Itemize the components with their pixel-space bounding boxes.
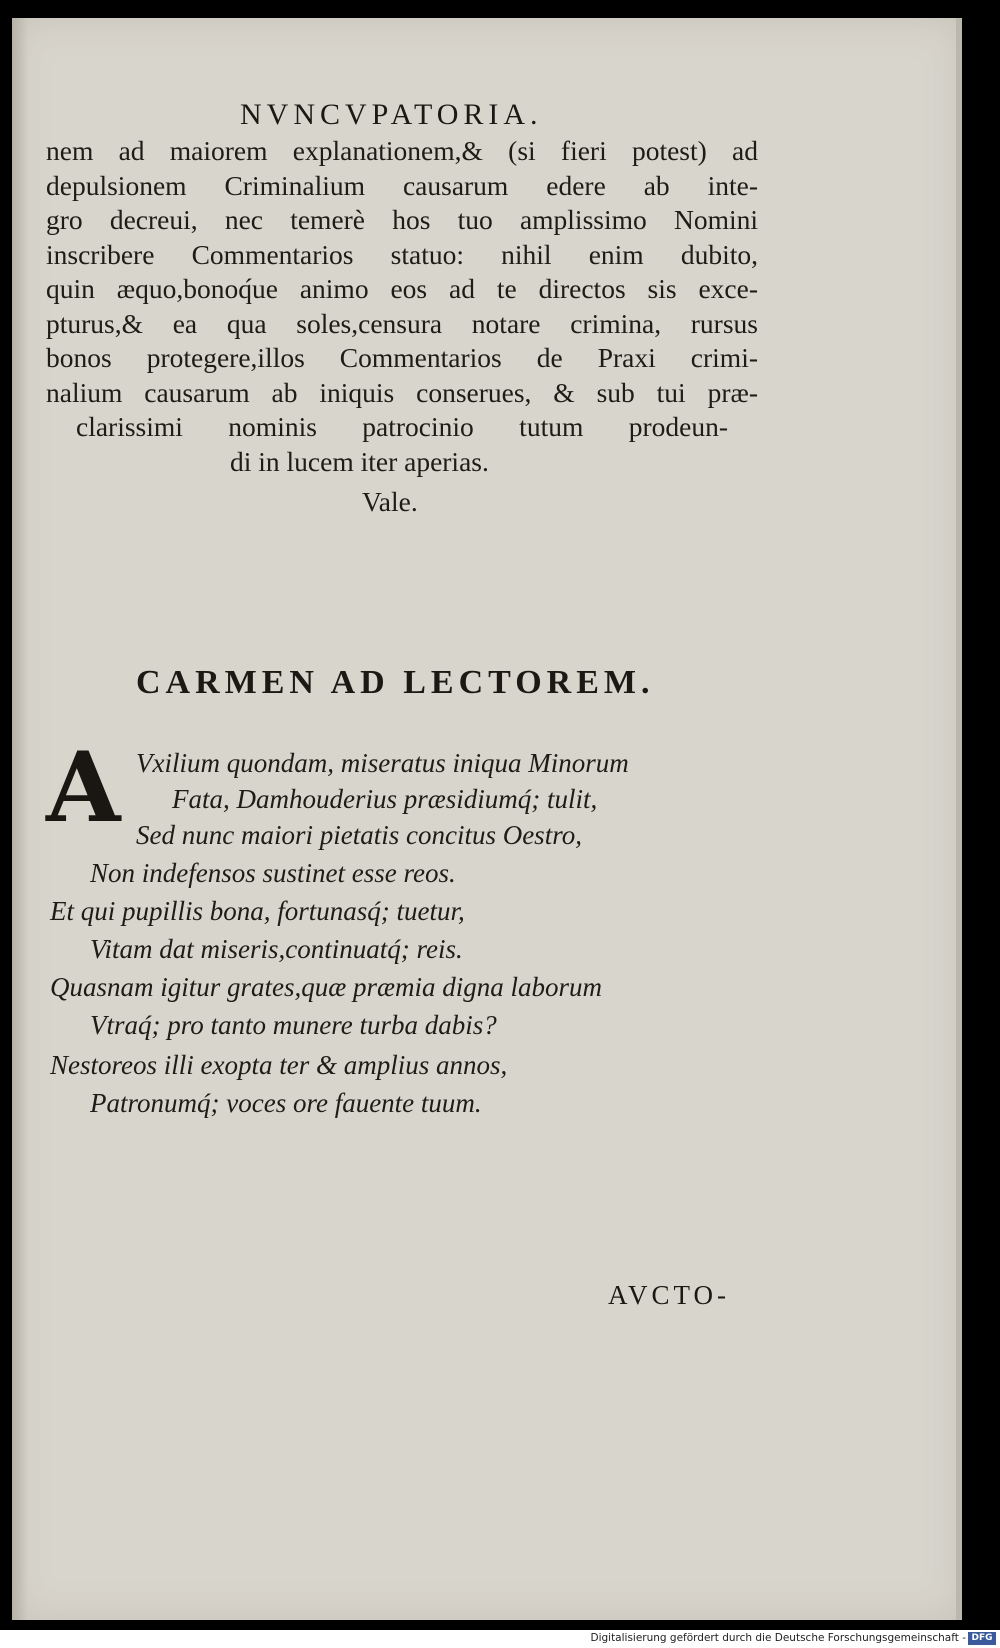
poem-line: Sed nunc maiori pietatis concitus Oestro,: [136, 820, 582, 850]
poem-line: Vtraq́; pro tanto munere turba dabis?: [90, 1010, 497, 1040]
prose-line: nalium causarum ab iniquis conserues, & sub tui præ-: [46, 376, 758, 408]
poem-line: Vxilium quondam, miseratus iniqua Minorum: [136, 748, 629, 778]
prose-line: clarissimi nominis patrocinio tutum prodeun-: [76, 411, 728, 442]
prose-line: quin æquo,bonoq́ue animo eos ad te directos sis exce-: [46, 273, 758, 304]
catchword: AVCTO-: [608, 1280, 731, 1310]
poem-line: Non indefensos sustinet esse reos.: [90, 858, 456, 888]
drop-cap-initial: A: [46, 731, 121, 844]
page-edge: [956, 18, 962, 1620]
section-title: CARMEN AD LECTOREM.: [136, 664, 655, 701]
prose-line: bonos protegere,illos Commentarios de Praxi crimi-: [46, 342, 758, 373]
page-gutter-shadow: [12, 18, 28, 1620]
prose-line: gro decreui, nec temerè hos tuo amplissimo Nomini: [46, 204, 758, 235]
dedication-text: [46, 134, 758, 479]
poem-line: Patronumq́; voces ore fauente tuum.: [90, 1088, 482, 1118]
prose-line: di in lucem iter aperias.: [230, 445, 489, 477]
poem-line: Fata, Damhouderius præsidiumq́; tulit,: [172, 784, 598, 814]
dfg-logo-icon: DFG: [968, 1632, 996, 1645]
poem-line: Vitam dat miseris,continuatq́; reis.: [90, 934, 463, 964]
prose-line: pturus,& ea qua soles,censura notare crimina, rursus: [46, 307, 758, 339]
poem-line: Et qui pupillis bona, fortunasq́; tuetur,: [50, 896, 465, 926]
running-head: NVNCVPATORIA.: [240, 98, 543, 131]
prose-line: nem ad maiorem explanationem,& (si fieri potest) ad: [46, 135, 758, 166]
poem-line: Quasnam igitur grates,quæ præmia digna laborum: [50, 972, 603, 1002]
prose-line: inscribere Commentarios statuo: nihil enim dubito,: [46, 238, 758, 270]
prose-line: depulsionem Criminalium causarum edere ab inte-: [46, 169, 758, 201]
footer-credit: Digitalisierung gefördert durch die Deutsche Forschungsgemeinschaft -: [590, 1632, 966, 1644]
poem-line: Nestoreos illi exopta ter & amplius annos,: [50, 1050, 508, 1080]
closing-vale: Vale.: [362, 486, 418, 517]
